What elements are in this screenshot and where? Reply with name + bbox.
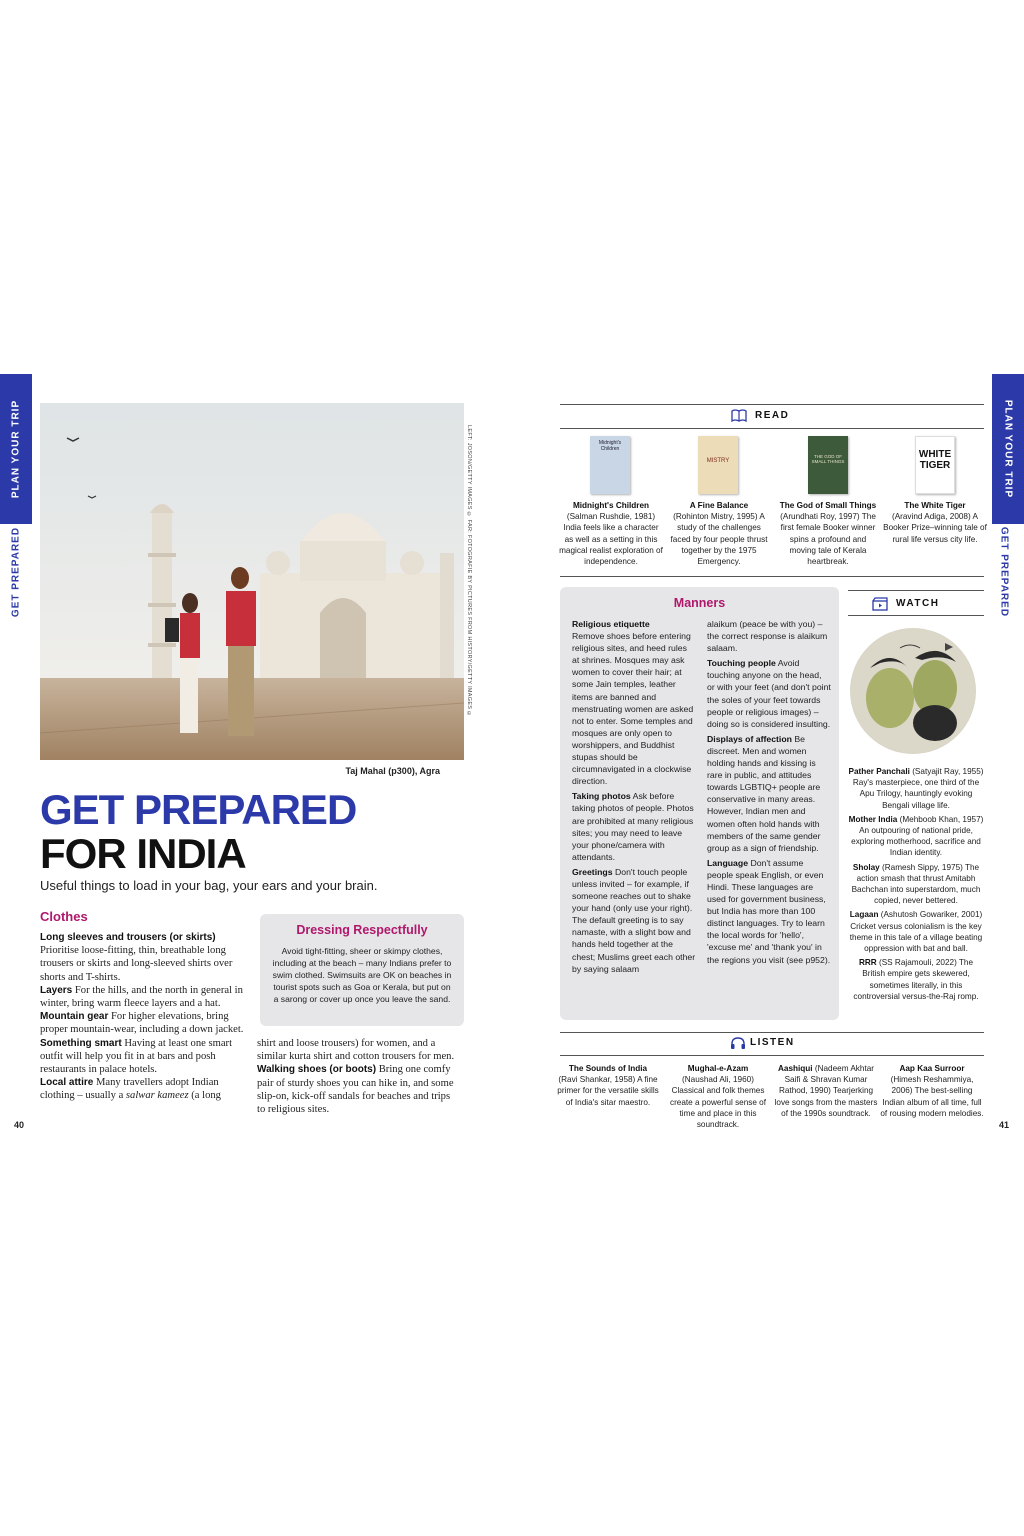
page-title-line2: FOR INDIA	[40, 830, 246, 877]
album-desc: Classical and folk themes create a powerful sense of time and place in this soundtrack.	[669, 1086, 767, 1130]
clothes-item-term: Local attire	[40, 1077, 94, 1089]
book-cover-midnights-children	[590, 436, 630, 494]
clothes-item	[40, 1037, 246, 1077]
manners-item	[572, 618, 696, 787]
album-entry	[556, 1063, 660, 1108]
clothes-column-2	[257, 1037, 457, 1116]
manners-column-1	[572, 618, 696, 975]
book-icon	[731, 409, 747, 427]
manners-item-text: Ask before taking photos of people. Photos are prohibited at many religious sites; you may need to leave your phone/camera with attendants.	[572, 791, 694, 862]
film-title: Sholay	[852, 862, 880, 872]
album-meta: (Himesh Reshammiya, 2006)	[890, 1075, 974, 1096]
manners-column-2	[707, 618, 831, 966]
manners-item	[572, 866, 696, 975]
book-desc: A Booker Prize–winning tale of rural life versus city life.	[883, 512, 987, 544]
clothes-heading: Clothes	[40, 909, 88, 924]
film-title: Mother India	[848, 814, 898, 824]
book-meta: (Arundhati Roy, 1997)	[780, 512, 860, 522]
manners-item-term: Displays of affection	[707, 733, 792, 744]
watch-rule-top	[848, 590, 984, 591]
manners-item	[707, 857, 831, 966]
read-rule-under	[560, 428, 984, 429]
clothes-item-text: Having at least one smart outfit will help you fit in at bars and posh restaurants in palace hotels.	[40, 1037, 233, 1076]
book-cover-a-fine-balance	[698, 436, 738, 494]
clothes-item-term: Mountain gear	[40, 1011, 109, 1023]
book-entry	[559, 500, 663, 567]
film-desc: (Ramesh Sippy, 1975) The action smash that thrust Amitabh Bachchan into superstardom, much copied, never bettered.	[851, 862, 981, 906]
clothes-item-term: Something smart	[40, 1037, 122, 1049]
clothes-item	[40, 1076, 246, 1102]
headphones-icon	[730, 1036, 746, 1055]
clothes-item-text: For higher elevations, bring proper mountain-wear, including a down jacket.	[40, 1011, 244, 1036]
read-rule-top	[560, 404, 984, 405]
book-meta: (Rohinton Mistry, 1995)	[673, 512, 758, 522]
film-desc: (SS Rajamouli, 2022) The British empire gets skewered, sometimes literally, in this controversial versus-the-Raj romp.	[853, 958, 979, 1001]
film-desc: (Mehboob Khan, 1957) An outpouring of national pride, exploring motherhood, sacrifice and Indian identity.	[851, 814, 984, 858]
clothes-item	[40, 931, 246, 984]
photo-caption: Taj Mahal (p300), Agra	[345, 766, 440, 776]
taj-mahal-photo	[40, 403, 464, 760]
film-entry	[848, 814, 984, 859]
film-clapper-icon	[872, 597, 888, 616]
album-meta: (Ravi Shankar, 1958)	[558, 1075, 636, 1085]
book-cover-title: THE GOD OF SMALL THINGS	[811, 454, 845, 464]
manners-item-text: Avoid touching anyone on the head, or with your feet (and don't point the soles of your feet towards people or religious images) – doing so is considered insulting.	[707, 658, 831, 729]
book-cover-god-of-small-things	[808, 436, 848, 494]
left-side-section-label: GET PREPARED	[10, 526, 22, 618]
dressing-title: Dressing Respectfully	[296, 923, 428, 937]
manners-item-term: Religious etiquette	[572, 619, 650, 629]
manners-item-text: Remove shoes before entering religious sites, and heed rules at shrines. Mosques may ask women to cover their hair; at some Jain temples, leather items are banned and menstruating women are asked not to enter. Some temples and mosques are only open to worshippers, and Buddhist stupas should be circumnavigated in a clockwise direction.	[572, 631, 694, 787]
album-desc: A fine primer for the versatile skills of India's sitar maestro.	[557, 1075, 659, 1107]
clothes-item-text: Many travellers adopt Indian clothing – usually a	[40, 1077, 219, 1102]
read-rule-bottom	[560, 576, 984, 577]
film-entry	[848, 766, 984, 811]
clothes-item-term: Layers	[40, 984, 73, 996]
right-side-tab	[992, 374, 1024, 524]
album-entry	[880, 1063, 984, 1119]
album-title: Aashiqui	[777, 1064, 813, 1073]
page-subtitle: Useful things to load in your bag, your ears and your brain.	[40, 878, 378, 893]
book-entry	[667, 500, 771, 567]
book-meta: (Aravind Adiga, 2008)	[891, 512, 971, 522]
clothes-column-1	[40, 931, 246, 1103]
book-cover-title: WHITE TIGER	[918, 449, 952, 471]
book-entry	[776, 500, 880, 567]
book-cover-white-tiger	[915, 436, 955, 494]
clothes-item-term: Walking shoes (or boots)	[257, 1064, 377, 1076]
album-desc: The best-selling Indian album of all time, full of rousing modern melodies.	[880, 1086, 984, 1118]
clothes-item-italic: salwar kameez	[125, 1090, 189, 1102]
album-desc: Tearjerking love songs from the masters of the 1990s soundtrack.	[774, 1086, 878, 1118]
page-title-line1: GET PREPARED	[40, 786, 357, 833]
album-entry	[666, 1063, 770, 1130]
listen-rule-top	[560, 1032, 984, 1033]
album-meta: (Naushad Ali, 1960)	[682, 1075, 754, 1085]
album-meta: (Nadeem Akhtar Saifi & Shravan Kumar Rathod, 1990)	[778, 1064, 875, 1096]
film-title: Pather Panchali	[848, 767, 910, 776]
left-side-tab-label: PLAN YOUR TRIP	[10, 399, 22, 499]
clothes-item-text: For the hills, and the north in general in winter, bring warm fleece layers and a hat.	[40, 984, 243, 1010]
book-title: The God of Small Things	[779, 501, 877, 510]
book-desc: A study of the challenges faced by four people thrust together by the 1975 Emergency.	[670, 512, 768, 567]
listen-header: LISTEN	[750, 1037, 795, 1048]
right-side-section-label: GET PREPARED	[998, 526, 1010, 618]
clothes-item	[257, 1063, 457, 1116]
manners-item	[572, 790, 696, 863]
film-title: RRR	[858, 958, 877, 968]
manners-item-term: Greetings	[572, 866, 613, 877]
right-side-tab-label: PLAN YOUR TRIP	[1002, 399, 1014, 499]
manners-item-term: Touching people	[707, 658, 776, 669]
clothes-item-text: (a long	[191, 1090, 221, 1102]
manners-col2-lead: alaikum (peace be with you) – the correct response is alaikum salaam.	[707, 619, 828, 654]
album-title: Mughal-e-Azam	[687, 1064, 749, 1073]
photo-credit: LEFT: JOSON/GETTY IMAGES © FAR: FOTOGRAFIE BY PICTURES FROM HISTORY/GETTY IMAGES ©	[466, 425, 472, 718]
book-title: The White Tiger	[904, 501, 966, 510]
book-entry	[883, 500, 987, 545]
film-title: Lagaan	[849, 910, 879, 920]
manners-item-text: Don't touch people unless invited – for example, if someone reaches out to shake your hand (only use your right). The default greeting is to say namaste, with a slight bow and hands held together at the chest; Muslims greet each other by saying salaam	[572, 866, 696, 974]
book-desc: India feels like a character as well as a setting in this magical realist exploration of independence.	[559, 523, 663, 567]
listen-rule-under	[560, 1055, 984, 1056]
manners-item-term: Language	[707, 857, 749, 868]
dressing-respectfully-box	[260, 914, 464, 1026]
left-side-tab	[0, 374, 32, 524]
watch-header: WATCH	[896, 598, 940, 609]
manners-item	[707, 657, 831, 730]
manners-item-term: Taking photos	[572, 791, 631, 802]
clothes-item	[40, 984, 246, 1010]
film-desc: (Ashutosh Gowariker, 2001) Cricket versus colonialism is the key theme in this tale of a village beating oppression with bat and ball.	[849, 910, 983, 954]
film-entry	[848, 909, 984, 954]
manners-item	[707, 733, 831, 854]
film-entry	[848, 862, 984, 907]
book-title: A Fine Balance	[689, 501, 749, 510]
book-desc: The first female Booker winner spins a profound and moving tale of Kerala heartbreak.	[780, 512, 876, 567]
dressing-text: Avoid tight-fitting, sheer or skimpy clothes, including at the beach – many Indians prefer to swim clothed. Swimsuits are OK on beaches in tourist spots such as Goa or Kerala, but put on a sarong or cover up once you leave the sand.	[272, 946, 452, 1005]
clothes-item-term: Long sleeves and trousers (or skirts)	[40, 932, 216, 943]
watch-rule-under	[848, 615, 984, 616]
clothes-item-text: Bring one comfy pair of sturdy shoes you can hike in, and some slip-on, kick-off sandals for beaches and trips to religious sites.	[257, 1064, 454, 1116]
read-header: READ	[755, 410, 790, 421]
page-number-left: 40	[14, 1120, 25, 1130]
manners-item-text: Don't assume people speak English, or even Hindi. These languages are used for government business, but India has more than 100 distinct languages. Try to learn the local words for 'hello', 'excuse me' and 'thank you' in the regions you visit (see p952).	[707, 857, 831, 965]
clothes-col2-lead: shirt and loose trousers) for women, and a similar kurta shirt and cotton trousers for men.	[257, 1038, 455, 1063]
film-illustration	[850, 628, 976, 754]
manners-title: Manners	[673, 596, 726, 610]
album-title: Aap Kaa Surroor	[899, 1064, 965, 1073]
book-meta: (Salman Rushdie, 1981)	[566, 512, 656, 522]
album-entry	[774, 1063, 878, 1119]
album-title: The Sounds of India	[568, 1064, 648, 1073]
book-title: Midnight's Children	[572, 501, 650, 510]
book-cover-title: Midnight's Children	[598, 440, 622, 452]
clothes-item-text: Prioritise loose-fitting, thin, breathable long trousers or skirts and long-sleeved shirts over shorts and T-shirts.	[40, 945, 233, 983]
film-entry	[848, 957, 984, 1002]
book-cover-title: MISTRY	[706, 458, 730, 464]
manners-item-text: Be discreet. Men and women holding hands and kissing is rare in public, and attitudes towards LGBTIQ+ people are conservative in many areas. However, Indian men and women often hold hands with members of the same gender group as a sign of friendship.	[707, 733, 821, 853]
film-desc: (Satyajit Ray, 1955) Ray's masterpiece, one third of the Apu Trilogy, hauntingly evoking Bengali village life.	[852, 767, 984, 810]
watch-list	[848, 766, 984, 1005]
page-number-right: 41	[999, 1120, 1010, 1130]
clothes-item	[40, 1010, 246, 1036]
